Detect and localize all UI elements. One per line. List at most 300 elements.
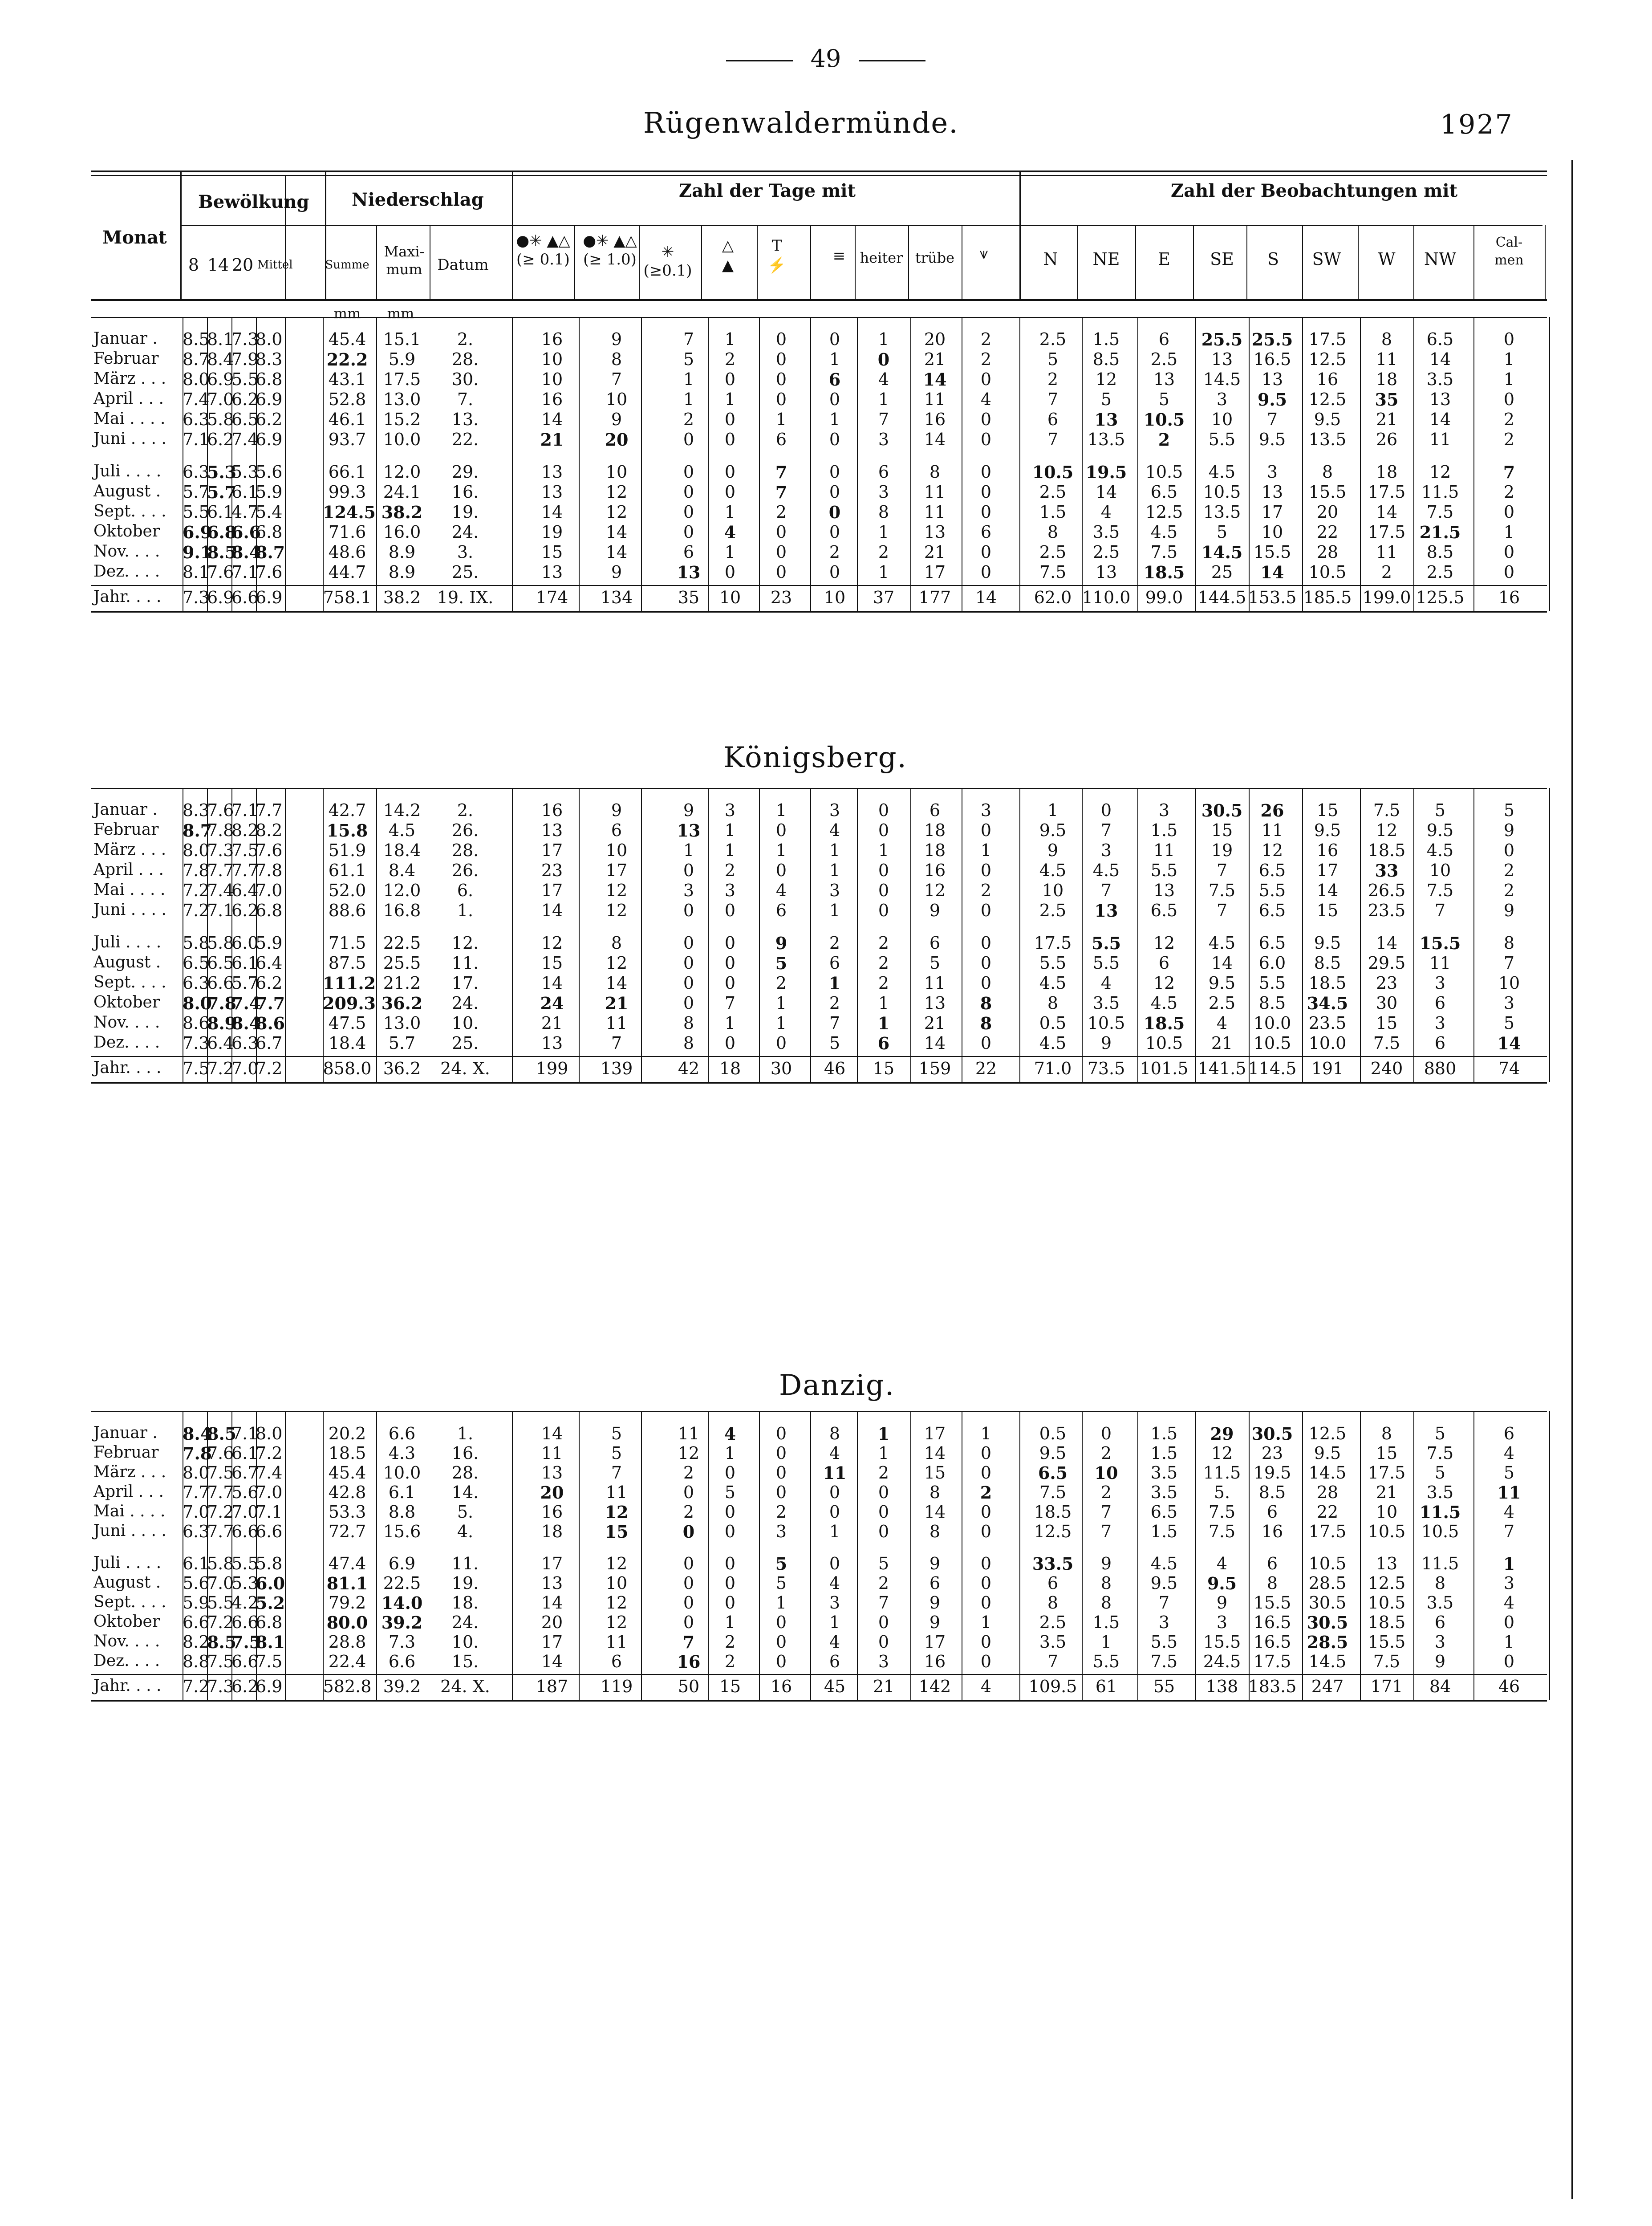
table-cell: 25.5 — [1251, 329, 1293, 349]
table-cell: 6 — [1158, 329, 1170, 349]
table-cell: 177 — [918, 588, 951, 607]
table-cell: 12. — [451, 933, 479, 953]
table-cell: 109.5 — [1028, 1677, 1077, 1696]
table-cell: 6.5 — [207, 953, 234, 973]
table-cell: 15 — [924, 1463, 946, 1483]
table-cell: 8.5 — [207, 542, 237, 562]
column-rule — [1019, 1411, 1020, 1700]
table-cell: 7 — [1158, 1593, 1170, 1613]
column-rule — [579, 788, 580, 1082]
table-cell: 5 — [775, 953, 787, 973]
table-cell: 1 — [878, 841, 889, 860]
table-cell: 3.5 — [1426, 1593, 1454, 1613]
table-cell: 187 — [536, 1677, 568, 1696]
table-cell: 0 — [829, 522, 840, 542]
table-cell: 9 — [611, 800, 622, 820]
table-cell: 9 — [929, 1613, 941, 1632]
table-cell: 880 — [1424, 1059, 1457, 1078]
month-label: April . . . — [93, 390, 164, 408]
table-cell: 3 — [683, 881, 694, 900]
unit-mm-summe: mm — [333, 305, 361, 322]
table-cell: 21 — [924, 1013, 946, 1033]
table-cell: 6.7 — [256, 1033, 283, 1053]
table-cell: 12 — [1261, 841, 1283, 860]
table-cell: 0 — [775, 1483, 787, 1502]
table-cell: 21.5 — [1419, 522, 1461, 542]
column-rule — [857, 788, 858, 1082]
table-cell: 4.5 — [1150, 522, 1178, 542]
table-cell: 8.7 — [183, 821, 212, 841]
table-cell: 44.7 — [328, 562, 366, 582]
table-cell: 0 — [683, 973, 694, 993]
table-cell: 25. — [451, 562, 479, 582]
table-cell: 11. — [451, 953, 479, 973]
table-cell: 2.5 — [1208, 993, 1236, 1013]
table-cell: 3 — [1158, 1613, 1170, 1632]
table-cell: 1 — [724, 502, 736, 522]
section-top-rule — [91, 788, 1547, 789]
table-cell: 10.5 — [1421, 1522, 1459, 1541]
table-cell: 6.1 — [388, 1483, 416, 1502]
table-cell: 0 — [724, 562, 736, 582]
header-niederschlag-1-0: ●✳ ▲△ (≥ 1.0) — [583, 232, 637, 268]
column-rule — [1019, 788, 1020, 1082]
table-cell: 3 — [829, 881, 840, 900]
table-cell: 7.2 — [207, 1502, 234, 1522]
table-cell: 1 — [878, 562, 889, 582]
table-cell: 33.5 — [1032, 1554, 1074, 1574]
table-cell: 46 — [824, 1059, 846, 1078]
table-cell: 24. X. — [440, 1059, 490, 1078]
table-cell: 4.5 — [1208, 462, 1236, 482]
header-gewitter: T ⚡ — [767, 237, 787, 274]
table-cell: 15.5 — [1203, 1632, 1241, 1652]
month-label: Sept. . . . — [93, 973, 166, 991]
column-rule — [256, 317, 257, 611]
table-cell: 5 — [683, 349, 694, 369]
table-cell: 4 — [1100, 973, 1112, 993]
table-cell: 8.4 — [231, 542, 261, 562]
table-cell: 18. — [451, 1593, 479, 1613]
table-cell: 15.8 — [326, 821, 368, 841]
column-rule — [1549, 788, 1550, 1082]
table-cell: 6 — [877, 1033, 890, 1053]
table-cell: 8.3 — [183, 800, 210, 820]
header-8: 8 — [188, 255, 199, 275]
table-cell: 7.4 — [231, 430, 259, 449]
table-cell: 11 — [1429, 430, 1451, 449]
table-cell: 5.5 — [231, 1554, 259, 1573]
table-cell: 4 — [829, 821, 840, 840]
table-cell: 8 — [1503, 933, 1515, 953]
table-cell: 24. — [451, 1613, 479, 1632]
table-cell: 0 — [683, 1554, 694, 1573]
table-cell: 0 — [683, 462, 694, 482]
table-cell: 0 — [775, 1613, 787, 1632]
column-rule — [579, 1411, 580, 1700]
table-cell: 18.5 — [1143, 1013, 1185, 1033]
table-cell: 7.5 — [183, 1059, 210, 1078]
table-cell: 13 — [924, 993, 946, 1013]
table-cell: 8 — [1047, 522, 1059, 542]
table-cell: 9.5 — [1039, 1443, 1067, 1463]
table-cell: 0 — [775, 1033, 787, 1053]
table-cell: 7 — [1503, 1522, 1515, 1541]
table-cell: 15.5 — [1253, 1593, 1291, 1613]
month-label: Sept. . . . — [93, 1593, 166, 1611]
table-cell: 1 — [724, 841, 736, 860]
table-cell: 0 — [980, 973, 992, 993]
table-cell: 0 — [683, 1573, 694, 1593]
table-cell: 19.5 — [1085, 462, 1127, 482]
table-cell: 35 — [678, 588, 700, 607]
table-cell: 7.6 — [207, 562, 234, 582]
table-cell: 23.5 — [1308, 1013, 1347, 1033]
table-cell: 7.5 — [1426, 502, 1454, 522]
column-rule — [1360, 1411, 1361, 1700]
table-cell: 0 — [775, 349, 787, 369]
month-label: August . — [93, 953, 161, 971]
table-cell: 8.4 — [231, 1013, 261, 1033]
table-cell: 12.0 — [383, 881, 421, 900]
table-cell: 73.5 — [1087, 1059, 1125, 1078]
table-cell: 46 — [1498, 1677, 1520, 1696]
header-schnee: ✳ (≥0.1) — [643, 243, 692, 280]
section-top-rule — [91, 1411, 1547, 1412]
table-cell: 0 — [980, 953, 992, 973]
table-cell: 17 — [605, 861, 628, 880]
table-cell: 7.1 — [231, 800, 259, 820]
table-cell: 1 — [829, 861, 840, 880]
table-cell: 10 — [1376, 1502, 1398, 1522]
column-rule — [910, 1411, 911, 1700]
header-monat: Monat — [102, 227, 167, 248]
table-cell: 99.0 — [1145, 588, 1183, 607]
table-cell: 16 — [541, 329, 563, 349]
table-cell: 6 — [611, 821, 622, 840]
month-label: Juni . . . . — [93, 430, 166, 448]
table-cell: 0 — [980, 821, 992, 840]
section-bottom-rule — [91, 1700, 1547, 1702]
table-cell: 8.5 — [183, 329, 210, 349]
table-cell: 3 — [1216, 1613, 1228, 1632]
table-cell: 0 — [980, 370, 992, 389]
table-cell: 582.8 — [323, 1677, 372, 1696]
table-cell: 7.5 — [231, 1632, 261, 1652]
table-cell: 12.5 — [1145, 502, 1183, 522]
table-cell: 8.3 — [256, 349, 283, 369]
table-cell: 2.5 — [1039, 1613, 1067, 1632]
table-cell: 12 — [605, 901, 628, 920]
table-cell: 8.0 — [256, 1424, 283, 1443]
month-label: Oktober — [93, 522, 160, 540]
table-cell: 3 — [1100, 841, 1112, 860]
table-cell: 7 — [1503, 953, 1515, 973]
table-cell: 0 — [1503, 502, 1515, 522]
table-cell: 6.3 — [183, 462, 210, 482]
table-cell: 5.3 — [207, 462, 237, 482]
table-cell: 5 — [1434, 800, 1446, 820]
table-cell: 2. — [457, 800, 474, 820]
table-cell: 18 — [719, 1059, 741, 1078]
table-cell: 14 — [1497, 1033, 1521, 1053]
table-cell: 11 — [541, 1443, 563, 1463]
table-cell: 0 — [775, 861, 787, 880]
table-cell: 0 — [829, 329, 840, 349]
table-cell: 5.8 — [207, 410, 234, 429]
table-cell: 9.5 — [1039, 821, 1067, 840]
table-cell: 15 — [1211, 821, 1233, 840]
table-cell: 8 — [980, 1013, 992, 1033]
table-cell: 21 — [540, 430, 564, 450]
table-cell: 7.9 — [231, 349, 259, 369]
table-cell: 8.0 — [183, 993, 212, 1013]
table-cell: 17 — [924, 562, 946, 582]
column-rule — [1413, 1411, 1414, 1700]
table-cell: 6.9 — [256, 390, 283, 409]
table-cell: 0 — [724, 482, 736, 502]
table-cell: 13.0 — [383, 1013, 421, 1033]
table-cell: 134 — [600, 588, 633, 607]
table-cell: 7.2 — [207, 1613, 234, 1632]
header-sturm: ⩛ — [979, 245, 988, 263]
table-cell: 7 — [683, 329, 694, 349]
table-cell: 18 — [1376, 370, 1398, 389]
table-cell: 17.5 — [1368, 482, 1406, 502]
section-title-danzig: Danzig. — [779, 1369, 895, 1402]
table-cell: 7.4 — [207, 881, 234, 900]
table-cell: 11 — [678, 1424, 700, 1443]
table-cell: 2 — [878, 933, 889, 953]
table-cell: 1 — [1503, 1632, 1515, 1652]
table-cell: 14 — [924, 1443, 946, 1463]
table-cell: 0 — [829, 562, 840, 582]
table-cell: 14 — [541, 1593, 563, 1613]
table-cell: 0 — [724, 1522, 736, 1541]
table-cell: 15 — [1376, 1443, 1398, 1463]
table-cell: 7.0 — [256, 1483, 283, 1502]
month-label: Februar — [93, 821, 159, 839]
table-cell: 5.7 — [231, 973, 259, 993]
table-cell: 7.7 — [207, 1483, 234, 1502]
table-cell: 2 — [775, 973, 787, 993]
month-label: Sept. . . . — [93, 502, 166, 520]
header-column-rule — [757, 225, 758, 299]
table-cell: 14 — [541, 502, 563, 522]
table-cell: 0 — [980, 542, 992, 562]
table-cell: 1 — [829, 410, 840, 429]
table-cell: 18 — [1376, 462, 1398, 482]
table-cell: 1 — [724, 542, 736, 562]
column-rule — [641, 788, 642, 1082]
table-cell: 758.1 — [323, 588, 372, 607]
table-cell: 13.5 — [1203, 502, 1241, 522]
table-cell: 10 — [605, 841, 628, 860]
table-cell: 16.0 — [383, 522, 421, 542]
table-cell: 11.5 — [1421, 482, 1459, 502]
table-cell: 1 — [829, 1522, 840, 1541]
table-cell: 7.5 — [1208, 881, 1236, 900]
table-cell: 7.6 — [256, 562, 283, 582]
table-cell: 8 — [1047, 1593, 1059, 1613]
table-cell: 30.5 — [1201, 800, 1243, 821]
table-cell: 19. — [451, 1573, 479, 1593]
table-cell: 9 — [1434, 1652, 1446, 1671]
table-cell: 0 — [683, 953, 694, 973]
table-cell: 125.5 — [1416, 588, 1465, 607]
table-cell: 5.7 — [183, 482, 210, 502]
header-column-rule — [1545, 225, 1546, 299]
table-cell: 6.9 — [256, 588, 283, 607]
header-wind-n: N — [1043, 249, 1058, 269]
table-cell: 81.1 — [326, 1573, 368, 1593]
table-cell: 0 — [724, 933, 736, 953]
table-cell: 6.9 — [388, 1554, 416, 1573]
table-cell: 28 — [1316, 542, 1339, 562]
table-cell: 4.5 — [1092, 861, 1120, 880]
month-label: Oktober — [93, 1613, 160, 1631]
table-cell: 18.5 — [328, 1443, 366, 1463]
table-cell: 7.5 — [1208, 1522, 1236, 1541]
table-cell: 16 — [1261, 1522, 1283, 1541]
table-cell: 6.2 — [256, 973, 283, 993]
table-cell: 7.5 — [1373, 1033, 1400, 1053]
table-cell: 9 — [611, 410, 622, 429]
table-cell: 1 — [828, 973, 841, 993]
table-cell: 3 — [1434, 1632, 1446, 1652]
table-cell: 6 — [1434, 993, 1446, 1013]
column-rule — [810, 788, 811, 1082]
table-cell: 7.3 — [183, 588, 210, 607]
table-cell: 22 — [1316, 1502, 1339, 1522]
month-label: Juli . . . . — [93, 1554, 162, 1572]
column-rule — [1302, 788, 1303, 1082]
table-cell: 5.8 — [183, 933, 210, 953]
table-cell: 17 — [541, 881, 563, 900]
table-cell: 13 — [1094, 410, 1118, 430]
header-column-rule — [1413, 225, 1414, 299]
table-cell: 17 — [541, 1632, 563, 1652]
table-cell: 13 — [541, 821, 563, 840]
unit-mm-maximum: mm — [387, 305, 414, 322]
table-cell: 1.5 — [1150, 1443, 1178, 1463]
table-cell: 17.5 — [1034, 933, 1072, 953]
table-cell: 9 — [929, 901, 941, 920]
column-rule — [1549, 1411, 1550, 1700]
table-cell: 1 — [829, 349, 840, 369]
table-cell: 4 — [775, 881, 787, 900]
table-cell: 10 — [719, 588, 741, 607]
table-cell: 199 — [536, 1059, 568, 1078]
header-zahl-der-tage: Zahl der Tage mit — [679, 180, 856, 201]
table-cell: 7.5 — [1373, 1652, 1400, 1671]
table-cell: 26.5 — [1368, 881, 1406, 900]
table-cell: 87.5 — [328, 953, 366, 973]
table-cell: 153.5 — [1248, 588, 1297, 607]
column-rule — [1360, 788, 1361, 1082]
table-cell: 21 — [1376, 1483, 1398, 1502]
table-cell: 45.4 — [328, 1463, 366, 1483]
table-cell: 7 — [724, 993, 736, 1013]
table-cell: 15.2 — [383, 410, 421, 429]
table-cell: 6 — [878, 462, 889, 482]
month-label: März . . . — [93, 1463, 166, 1481]
table-cell: 7.2 — [256, 1059, 283, 1078]
table-cell: 16.5 — [1253, 1613, 1291, 1632]
table-cell: 12.5 — [1308, 390, 1347, 409]
table-cell: 17 — [924, 1632, 946, 1652]
table-cell: 1 — [724, 1613, 736, 1632]
table-cell: 5 — [1503, 1463, 1515, 1483]
table-cell: 11.5 — [1421, 1554, 1459, 1573]
table-cell: 1 — [775, 1593, 787, 1613]
column-rule — [256, 788, 257, 1082]
header-column-rule — [180, 171, 182, 299]
table-cell: 11 — [1153, 841, 1175, 860]
table-cell: 11 — [924, 390, 946, 409]
table-cell: 1 — [980, 1613, 992, 1632]
table-cell: 18 — [924, 841, 946, 860]
table-cell: 0 — [1100, 800, 1112, 820]
table-cell: 18.4 — [383, 841, 421, 860]
table-cell: 3 — [1503, 1573, 1515, 1593]
table-cell: 12 — [678, 1443, 700, 1463]
header-column-rule — [1302, 225, 1303, 299]
table-cell: 8 — [683, 1013, 694, 1033]
table-cell: 4.5 — [1039, 973, 1067, 993]
header-column-rule — [1358, 225, 1359, 299]
table-cell: 43.1 — [328, 370, 366, 389]
table-cell: 7.8 — [256, 861, 283, 880]
table-cell: 1.5 — [1150, 1424, 1178, 1443]
table-cell: 6.1 — [231, 1443, 259, 1463]
table-cell: 7.5 — [207, 1652, 234, 1671]
table-cell: 7 — [1100, 821, 1112, 840]
table-cell: 13 — [1211, 349, 1233, 369]
table-cell: 0 — [724, 1593, 736, 1613]
column-rule — [207, 1411, 208, 1700]
table-cell: 4 — [980, 1677, 992, 1696]
table-cell: 20 — [540, 1483, 564, 1503]
table-cell: 13 — [541, 462, 563, 482]
month-label: August . — [93, 482, 161, 500]
table-cell: 0 — [683, 522, 694, 542]
table-cell: 1.5 — [1092, 1613, 1120, 1632]
table-cell: 7.1 — [207, 901, 234, 920]
table-cell: 11.5 — [1203, 1463, 1241, 1483]
table-cell: 5.9 — [256, 482, 283, 502]
header-wind-nw: NW — [1424, 249, 1457, 269]
table-cell: 0.5 — [1039, 1424, 1067, 1443]
column-rule — [759, 317, 760, 611]
table-cell: 13 — [1261, 370, 1283, 389]
table-cell: 12 — [605, 502, 628, 522]
table-cell: 80.0 — [326, 1613, 368, 1633]
table-cell: 199.0 — [1362, 588, 1411, 607]
table-cell: 5.5 — [1039, 953, 1067, 973]
table-cell: 23 — [1376, 973, 1398, 993]
table-cell: 3 — [724, 800, 736, 820]
table-cell: 8.5 — [207, 1632, 237, 1652]
table-cell: 9 — [1503, 821, 1515, 840]
table-cell: 0 — [683, 1593, 694, 1613]
table-cell: 6.6 — [388, 1424, 416, 1443]
table-cell: 0 — [775, 370, 787, 389]
table-cell: 7 — [1100, 1522, 1112, 1541]
column-rule — [708, 1411, 709, 1700]
table-cell: 6 — [1266, 1502, 1278, 1522]
table-cell: 3 — [829, 800, 840, 820]
